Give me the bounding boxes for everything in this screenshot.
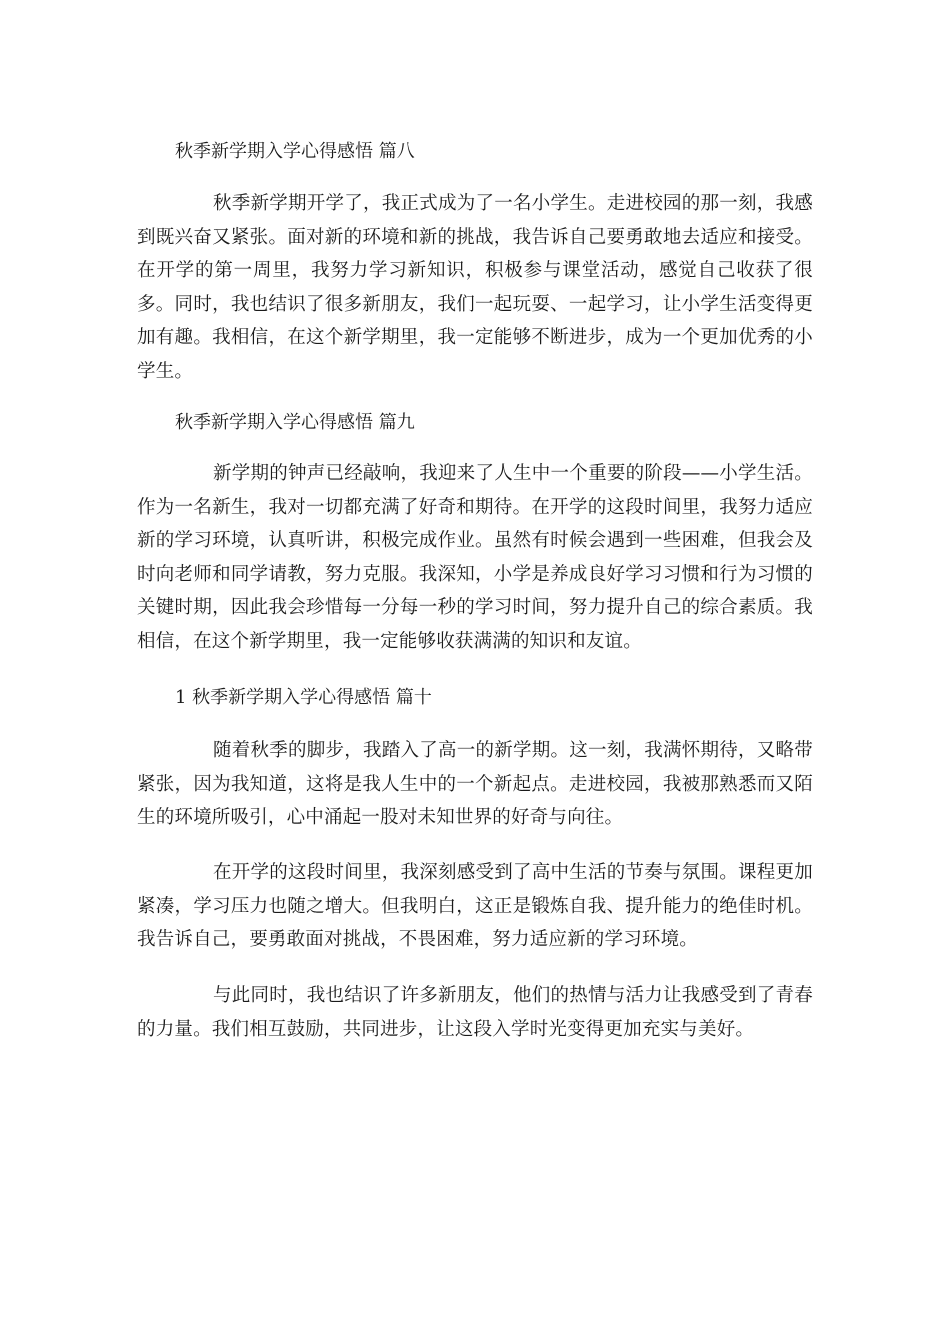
paragraph: 秋季新学期开学了，我正式成为了一名小学生。走进校园的那一刻，我感到既兴奋又紧张。面对新的环境和新的挑战，我告诉自己要勇敢地去适应和接受。在开学的第一周里，我努力学习新知识，积极参与课堂活动，感觉自己收获了很多。同时，我也结识了很多新朋友，我们一起玩耍、一起学习，让小学生活变得更加有趣。我相信，在这个新学期里，我一定能够不断进步，成为一个更加优秀的小学生。: [137, 193, 813, 382]
section-heading: 1 秋季新学期入学心得感悟 篇十: [175, 687, 432, 708]
paragraph: 与此同时，我也结识了许多新朋友，他们的热情与活力让我感受到了青春的力量。我们相互鼓励，共同进步，让这段入学时光变得更加充实与美好。: [137, 985, 813, 1040]
paragraph: 在开学的这段时间里，我深刻感受到了高中生活的节奏与氛围。课程更加紧凑，学习压力也随之增大。但我明白，这正是锻炼自我、提升能力的绝佳时机。我告诉自己，要勇敢面对挑战，不畏困难，努力适应新的学习环境。: [137, 862, 813, 950]
paragraph: 新学期的钟声已经敲响，我迎来了人生中一个重要的阶段——小学生活。作为一名新生，我对一切都充满了好奇和期待。在开学的这段时间里，我努力适应新的学习环境，认真听讲，积极完成作业。虽然有时候会遇到一些困难，但我会及时向老师和同学请教，努力克服。我深知，小学是养成良好学习习惯和行为习惯的关键时期，因此我会珍惜每一分每一秒的学习时间，努力提升自己的综合素质。我相信，在这个新学期里，我一定能够收获满满的知识和友谊。: [137, 463, 813, 652]
section-heading: 秋季新学期入学心得感悟 篇九: [175, 412, 415, 433]
paragraph: 随着秋季的脚步，我踏入了高一的新学期。这一刻，我满怀期待，又略带紧张，因为我知道，这将是我人生中的一个新起点。走进校园，我被那熟悉而又陌生的环境所吸引，心中涌起一股对未知世界的好奇与向往。: [137, 740, 813, 828]
section-heading: 秋季新学期入学心得感悟 篇八: [175, 141, 415, 162]
